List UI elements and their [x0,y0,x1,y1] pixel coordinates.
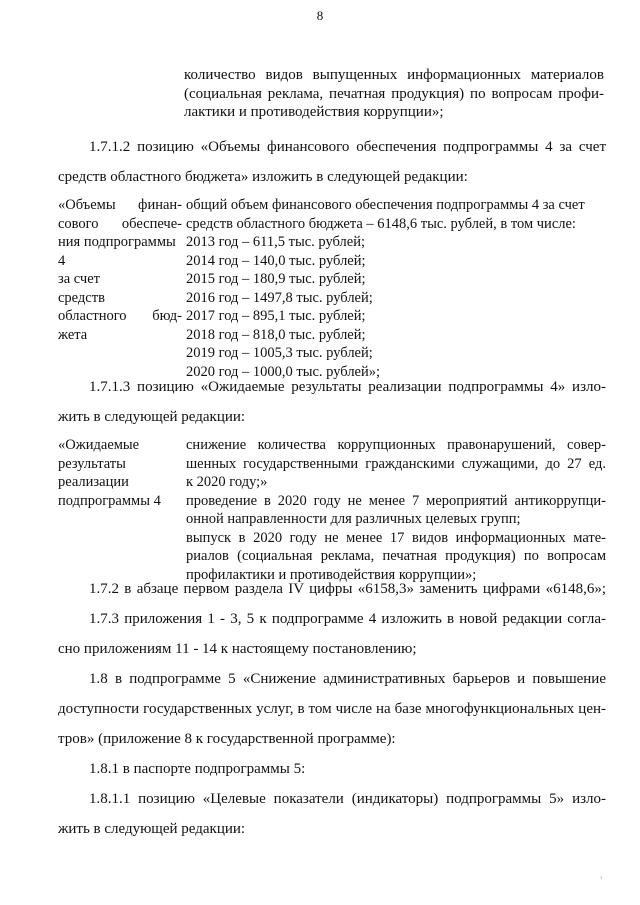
text-line: средств областного бюджета» изложить в следующей редакции: [58,169,468,185]
text-line: жить в следующей редакции: [58,409,246,425]
value-line: 2014 год – 140,0 тыс. рублей; [186,252,366,269]
paragraph-1-8-1 [58,754,606,784]
value-line: онной направленности для различных целевых групп; [186,511,521,527]
value-line: выпуск в 2020 году не менее 17 видов информационных мате- [186,529,606,546]
value-line: 2018 год – 818,0 тыс. рублей; [186,326,366,343]
label-line: жета [58,326,88,343]
paragraph-1-8 [58,664,606,754]
results-table-label [58,436,182,510]
value-line: 2016 год – 1497,8 тыс. рублей; [186,289,373,306]
value-line: проведение в 2020 году не менее 7 мероприятий антикоррупци- [186,492,606,509]
value-line: риалов (социальная реклама, печатная продукция) по вопросам [186,548,606,564]
paragraph-1-8-1-1 [58,784,606,844]
text-line: 1.7.1.3 позицию «Ожидаемые результаты реализации подпрограммы 4» изло- [89,379,606,395]
text-line: сно приложениям 11 - 14 к настоящему постановлению; [58,641,417,657]
label-line: реализации [58,474,129,490]
label-line: сового обеспече- [58,215,182,232]
page-number: 8 [316,8,324,23]
value-line: снижение количества коррупционных правонарушений, совер- [186,437,606,453]
value-line: к 2020 году;» [186,474,268,490]
label-line: «Объемы финан- [58,197,182,213]
label-line: средств [58,289,105,306]
text-line: жить в следующей редакции: [58,821,246,837]
funding-table-value [186,196,606,381]
paragraph-1-7-2 [58,574,606,604]
text-line: 1.8.1 в паспорте подпрограммы 5: [89,761,306,777]
value-line: 2020 год – 1000,0 тыс. рублей»; [186,363,381,380]
funding-table [58,196,606,386]
text-line: количество видов выпущенных информационных материалов [184,67,604,83]
label-line: за счет [58,271,100,287]
results-table-value [186,436,606,584]
label-line: 4 [58,252,66,269]
value-line: профилактики и противодействия коррупции»; [186,566,477,583]
label-line: подпрограммы 4 [58,492,161,509]
value-line: 2015 год – 180,9 тыс. рублей; [186,271,366,287]
paragraph-1-7-3 [58,604,606,664]
value-line: средств областного бюджета – 6148,6 тыс. рублей, в том числе: [186,215,576,232]
text-line: 1.7.3 приложения 1 - 3, 5 к подпрограмме 4 изложить в новой редакции согла- [89,611,606,627]
text-line: доступности государственных услуг, в том числе на базе многофункциональных цен- [58,701,606,717]
value-line: шенных государственными гражданскими служащими, до 27 ед. [186,455,606,472]
value-line: общий объем финансового обеспечения подпрограммы 4 за счет [186,197,585,213]
label-line: результаты [58,455,126,472]
value-line: 2017 год – 895,1 тыс. рублей; [186,308,366,324]
results-table [58,436,606,586]
text-line: 1.8 в подпрограмме 5 «Снижение административных барьеров и повышение [89,671,606,687]
value-line: 2013 год – 611,5 тыс. рублей; [186,234,365,250]
text-line: 1.7.1.2 позицию «Объемы финансового обеспечения подпрограммы 4 за счет [89,139,606,155]
text-line: 1.7.2 в абзаце первом раздела IV цифры «6158,3» заменить цифрами «6148,6»; [89,581,606,597]
funding-table-label [58,196,182,344]
text-line: лактики и противодействия коррупции»; [184,104,444,120]
label-line: областного бюд- [58,308,182,324]
paragraph-1-7-1-3 [58,372,606,432]
value-line: 2019 год – 1005,3 тыс. рублей; [186,345,373,361]
text-line: тров» (приложение 8 к государственной программе): [58,731,396,747]
scan-mark: ' [600,875,602,885]
label-line: «Ожидаемые [58,437,140,453]
label-line: ния подпрограммы [58,234,176,250]
text-line: (социальная реклама, печатная продукция) по вопросам профи- [184,85,604,102]
continuation-text [184,66,604,122]
text-line: 1.8.1.1 позицию «Целевые показатели (индикаторы) подпрограммы 5» изло- [89,791,606,807]
paragraph-1-7-1-2 [58,132,606,192]
